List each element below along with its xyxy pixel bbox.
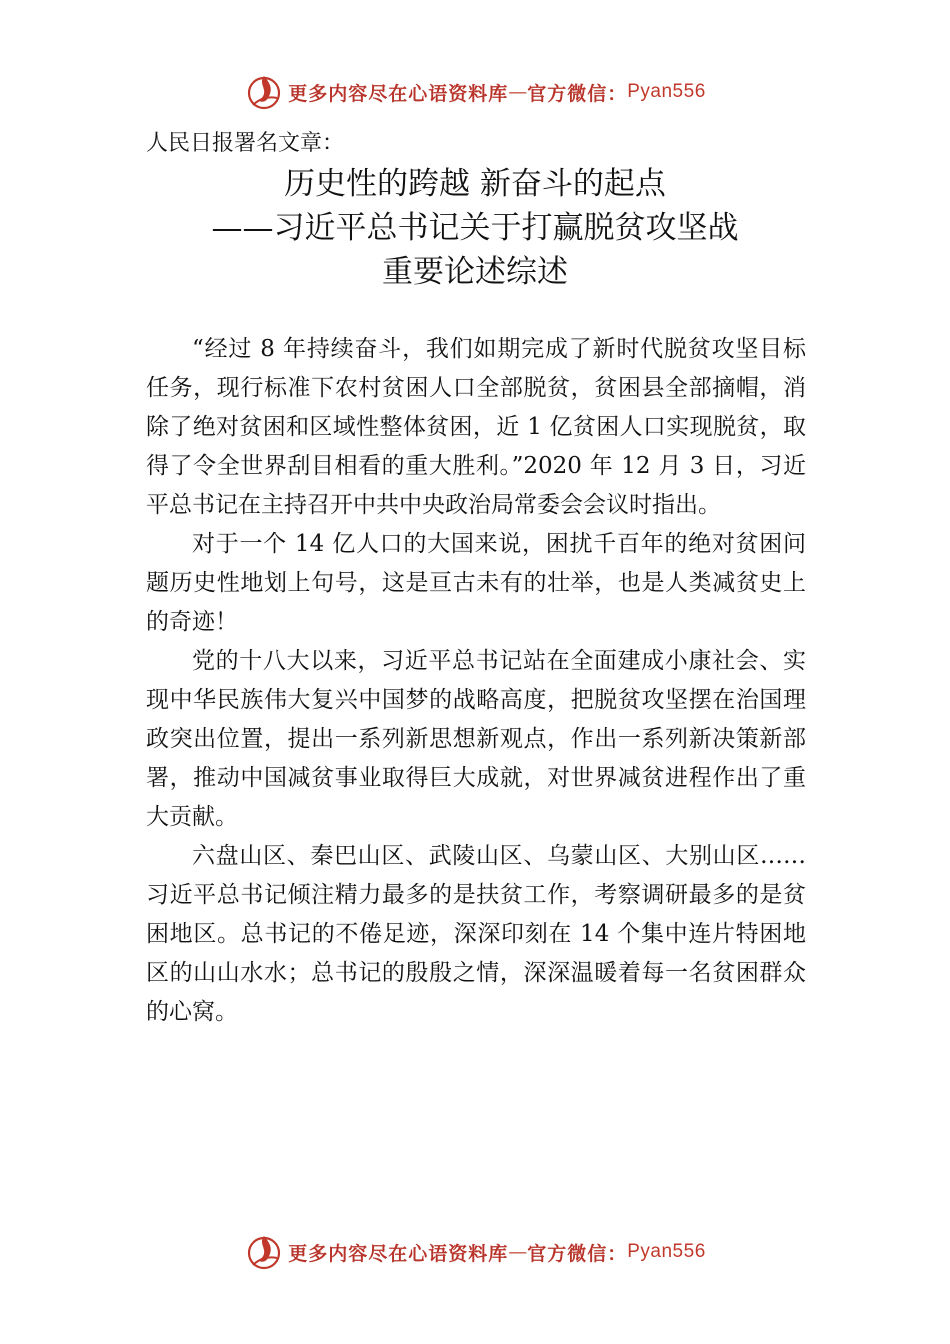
document-title bbox=[0, 162, 950, 294]
watermark-separator: — bbox=[508, 81, 528, 103]
body-paragraph: “经过 8 年持续奋斗，我们如期完成了新时代脱贫攻坚目标任务，现行标准下农村贫困人口全部脱贫，贫困县全部摘帽，消除了绝对贫困和区域性整体贫困，近 1 亿贫困人口实现脱贫，取得了令全世界刮目相看的重大胜利。”2020 年 12 月 3 日，习近平总书记在主持召开中共中央政治局常委会会议时指出。 bbox=[146, 336, 806, 518]
watermark-main-text: 更多内容尽在心语资料库 bbox=[288, 1242, 509, 1265]
watermark-official-label: 官方微信： bbox=[527, 1242, 628, 1265]
watermark-footer bbox=[0, 1230, 950, 1274]
watermark-wechat-id: Pyan556 bbox=[627, 1241, 706, 1262]
flame-circle-logo-icon bbox=[244, 72, 284, 112]
body-paragraph: 党的十八大以来，习近平总书记站在全面建成小康社会、实现中华民族伟大复兴中国梦的战略高度，把脱贫攻坚摆在治国理政突出位置，提出一系列新思想新观点，作出一系列新决策新部署，推动中国减贫事业取得巨大成就，对世界减贫进程作出了重大贡献。 bbox=[146, 648, 806, 830]
body-paragraph: 六盘山区、秦巴山区、武陵山区、乌蒙山区、大别山区……习近平总书记倾注精力最多的是扶贫工作，考察调研最多的是贫困地区。总书记的不倦足迹，深深印刻在 14 个集中连片特困地区的山山水水；总书记的殷殷之情，深深温暖着每一名贫困群众的心窝。 bbox=[146, 843, 806, 1025]
body-paragraph: 对于一个 14 亿人口的大国来说，困扰千百年的绝对贫困问题历史性地划上句号，这是亘古未有的壮举，也是人类减贫史上的奇迹！ bbox=[146, 531, 806, 635]
title-line: 重要论述综述 bbox=[382, 254, 568, 290]
flame-circle-logo-icon bbox=[244, 1232, 284, 1272]
watermark-header bbox=[0, 70, 950, 114]
document-body bbox=[146, 330, 806, 1032]
watermark-separator: — bbox=[508, 1241, 528, 1263]
watermark-wechat-id: Pyan556 bbox=[627, 81, 706, 102]
watermark-main-text: 更多内容尽在心语资料库 bbox=[288, 82, 509, 105]
watermark-official-label: 官方微信： bbox=[527, 82, 628, 105]
title-line: ——习近平总书记关于打赢脱贫攻坚战 bbox=[211, 210, 739, 246]
title-line: 历史性的跨越 新奋斗的起点 bbox=[284, 166, 666, 202]
document-label: 人民日报署名文章： bbox=[146, 131, 345, 156]
